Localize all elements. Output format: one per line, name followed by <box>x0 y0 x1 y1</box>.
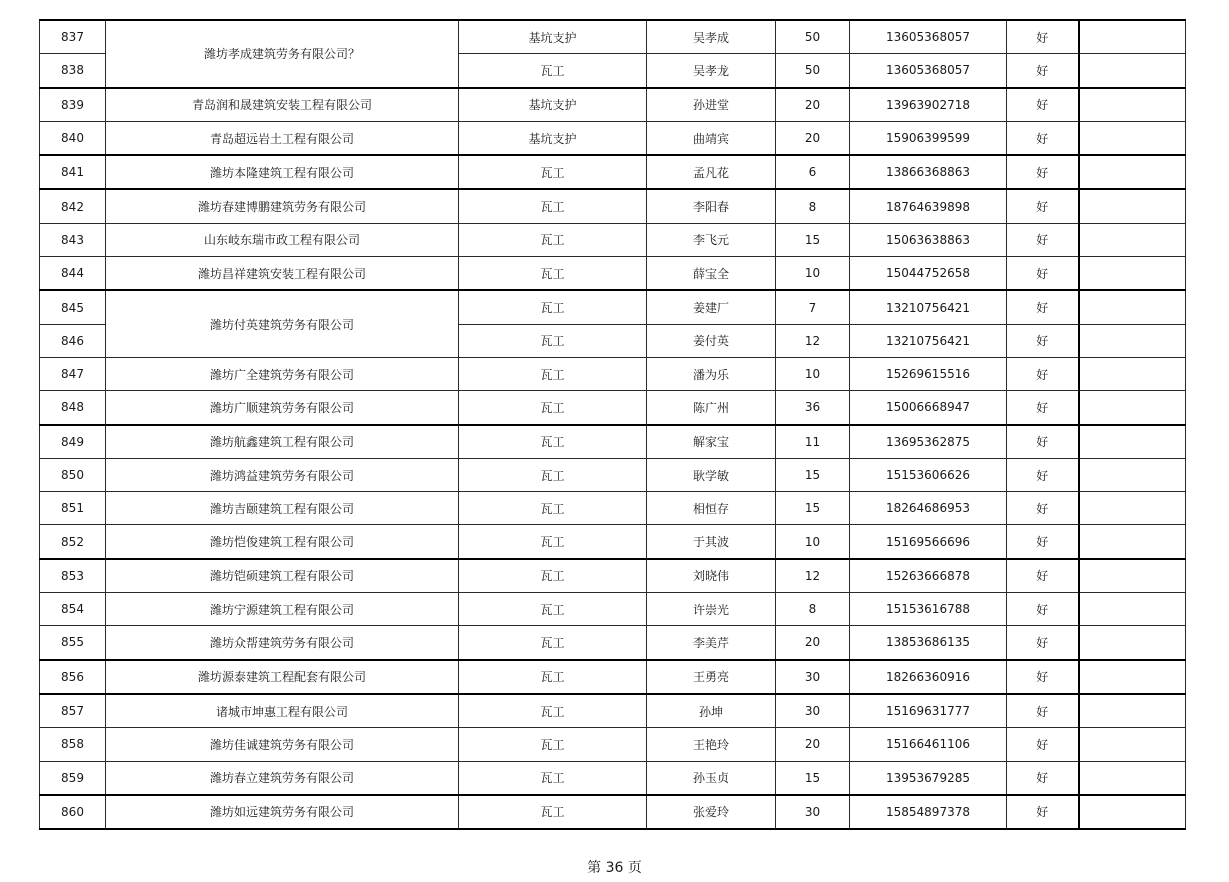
table-row <box>40 20 1186 54</box>
note-cell <box>1079 425 1186 459</box>
phone-number: 15169631777 <box>850 694 1007 728</box>
rating-cell: 好 <box>1007 223 1079 256</box>
company-name: 潍坊孝成建筑劳务有限公司？ <box>106 20 459 88</box>
rating-cell: 好 <box>1007 189 1079 223</box>
rating-cell: 好 <box>1007 559 1079 593</box>
table-row <box>40 761 1186 795</box>
note-cell <box>1079 391 1186 425</box>
worker-count: 20 <box>776 88 850 122</box>
row-number: 855 <box>40 626 106 660</box>
table-row <box>40 492 1186 525</box>
phone-number: 15153616788 <box>850 593 1007 626</box>
trade-type: 基坑支护 <box>459 20 647 54</box>
trade-type: 瓦工 <box>459 660 647 694</box>
worker-count: 12 <box>776 559 850 593</box>
contact-person: 李阳春 <box>647 189 776 223</box>
trade-type: 瓦工 <box>459 290 647 324</box>
note-cell <box>1079 290 1186 324</box>
trade-type: 瓦工 <box>459 391 647 425</box>
row-number: 841 <box>40 155 106 189</box>
contact-person: 相恒存 <box>647 492 776 525</box>
phone-number: 13210756421 <box>850 290 1007 324</box>
trade-type: 瓦工 <box>459 593 647 626</box>
trade-type: 基坑支护 <box>459 121 647 155</box>
worker-count: 20 <box>776 626 850 660</box>
company-name: 潍坊广顺建筑劳务有限公司 <box>106 391 459 425</box>
phone-number: 13953679285 <box>850 761 1007 795</box>
trade-type: 瓦工 <box>459 795 647 829</box>
row-number: 837 <box>40 20 106 54</box>
note-cell <box>1079 728 1186 761</box>
row-number: 839 <box>40 88 106 122</box>
worker-count: 7 <box>776 290 850 324</box>
contact-person: 解家宝 <box>647 425 776 459</box>
table-row <box>40 626 1186 660</box>
company-name: 青岛润和晟建筑安装工程有限公司 <box>106 88 459 122</box>
note-cell <box>1079 694 1186 728</box>
trade-type: 瓦工 <box>459 694 647 728</box>
worker-count: 30 <box>776 660 850 694</box>
rating-cell: 好 <box>1007 54 1079 88</box>
rating-cell: 好 <box>1007 626 1079 660</box>
company-name: 潍坊如远建筑劳务有限公司 <box>106 795 459 829</box>
worker-count: 11 <box>776 425 850 459</box>
rating-cell: 好 <box>1007 290 1079 324</box>
worker-count: 15 <box>776 223 850 256</box>
row-number: 850 <box>40 458 106 491</box>
note-cell <box>1079 88 1186 122</box>
contact-person: 孟凡花 <box>647 155 776 189</box>
rating-cell: 好 <box>1007 525 1079 559</box>
contact-person: 曲靖宾 <box>647 121 776 155</box>
table-row <box>40 223 1186 256</box>
trade-type: 瓦工 <box>459 492 647 525</box>
trade-type: 瓦工 <box>459 728 647 761</box>
contact-person: 陈广州 <box>647 391 776 425</box>
note-cell <box>1079 492 1186 525</box>
company-name: 潍坊源泰建筑工程配套有限公司 <box>106 660 459 694</box>
worker-count: 15 <box>776 492 850 525</box>
phone-number: 18266360916 <box>850 660 1007 694</box>
trade-type: 瓦工 <box>459 357 647 390</box>
contact-person: 潘为乐 <box>647 357 776 390</box>
table-row <box>40 559 1186 593</box>
table-row <box>40 593 1186 626</box>
company-name: 潍坊恺俊建筑工程有限公司 <box>106 525 459 559</box>
note-cell <box>1079 324 1186 357</box>
contact-person: 薛宝全 <box>647 257 776 291</box>
contractor-table <box>39 19 1186 830</box>
rating-cell: 好 <box>1007 425 1079 459</box>
worker-count: 12 <box>776 324 850 357</box>
table-row <box>40 257 1186 291</box>
row-number: 842 <box>40 189 106 223</box>
contact-person: 孙坤 <box>647 694 776 728</box>
note-cell <box>1079 357 1186 390</box>
rating-cell: 好 <box>1007 324 1079 357</box>
note-cell <box>1079 121 1186 155</box>
contact-person: 李美芹 <box>647 626 776 660</box>
phone-number: 15166461106 <box>850 728 1007 761</box>
worker-count: 20 <box>776 728 850 761</box>
rating-cell: 好 <box>1007 795 1079 829</box>
company-name: 潍坊昌祥建筑安装工程有限公司 <box>106 257 459 291</box>
row-number: 849 <box>40 425 106 459</box>
trade-type: 瓦工 <box>459 626 647 660</box>
table-row <box>40 357 1186 390</box>
rating-cell: 好 <box>1007 694 1079 728</box>
contact-person: 吴孝成 <box>647 20 776 54</box>
trade-type: 瓦工 <box>459 189 647 223</box>
company-name: 潍坊铠硕建筑工程有限公司 <box>106 559 459 593</box>
worker-count: 15 <box>776 458 850 491</box>
company-name: 潍坊春建博鹏建筑劳务有限公司 <box>106 189 459 223</box>
note-cell <box>1079 593 1186 626</box>
note-cell <box>1079 458 1186 491</box>
company-name: 潍坊广全建筑劳务有限公司 <box>106 357 459 390</box>
phone-number: 13963902718 <box>850 88 1007 122</box>
rating-cell: 好 <box>1007 88 1079 122</box>
rating-cell: 好 <box>1007 660 1079 694</box>
rating-cell: 好 <box>1007 121 1079 155</box>
contact-person: 姜付英 <box>647 324 776 357</box>
trade-type: 瓦工 <box>459 257 647 291</box>
row-number: 854 <box>40 593 106 626</box>
table-row <box>40 121 1186 155</box>
phone-number: 15854897378 <box>850 795 1007 829</box>
company-name: 青岛超远岩土工程有限公司 <box>106 121 459 155</box>
table-row <box>40 694 1186 728</box>
worker-count: 8 <box>776 593 850 626</box>
rating-cell: 好 <box>1007 20 1079 54</box>
contact-person: 孙玉贞 <box>647 761 776 795</box>
rating-cell: 好 <box>1007 761 1079 795</box>
worker-count: 30 <box>776 795 850 829</box>
trade-type: 瓦工 <box>459 458 647 491</box>
rating-cell: 好 <box>1007 391 1079 425</box>
phone-number: 15153606626 <box>850 458 1007 491</box>
phone-number: 15169566696 <box>850 525 1007 559</box>
contact-person: 姜建厂 <box>647 290 776 324</box>
note-cell <box>1079 660 1186 694</box>
table-row <box>40 660 1186 694</box>
contact-person: 王勇亮 <box>647 660 776 694</box>
rating-cell: 好 <box>1007 257 1079 291</box>
company-name: 潍坊航鑫建筑工程有限公司 <box>106 425 459 459</box>
note-cell <box>1079 525 1186 559</box>
worker-count: 50 <box>776 20 850 54</box>
worker-count: 10 <box>776 257 850 291</box>
company-name: 潍坊鸿益建筑劳务有限公司 <box>106 458 459 491</box>
note-cell <box>1079 189 1186 223</box>
note-cell <box>1079 761 1186 795</box>
row-number: 847 <box>40 357 106 390</box>
trade-type: 瓦工 <box>459 324 647 357</box>
worker-count: 8 <box>776 189 850 223</box>
contact-person: 张爱玲 <box>647 795 776 829</box>
table-row <box>40 795 1186 829</box>
phone-number: 15006668947 <box>850 391 1007 425</box>
note-cell <box>1079 155 1186 189</box>
worker-count: 15 <box>776 761 850 795</box>
contact-person: 李飞元 <box>647 223 776 256</box>
contact-person: 吴孝龙 <box>647 54 776 88</box>
table-body <box>40 20 1186 829</box>
phone-number: 15044752658 <box>850 257 1007 291</box>
phone-number: 13695362875 <box>850 425 1007 459</box>
phone-number: 15263666878 <box>850 559 1007 593</box>
trade-type: 瓦工 <box>459 54 647 88</box>
trade-type: 瓦工 <box>459 559 647 593</box>
phone-number: 13605368057 <box>850 20 1007 54</box>
note-cell <box>1079 626 1186 660</box>
company-name: 诸城市坤惠工程有限公司 <box>106 694 459 728</box>
page-number: 第 36 页 <box>587 860 642 876</box>
phone-number: 15269615516 <box>850 357 1007 390</box>
phone-number: 13210756421 <box>850 324 1007 357</box>
rating-cell: 好 <box>1007 458 1079 491</box>
phone-number: 13605368057 <box>850 54 1007 88</box>
worker-count: 6 <box>776 155 850 189</box>
row-number: 843 <box>40 223 106 256</box>
row-number: 846 <box>40 324 106 357</box>
worker-count: 10 <box>776 525 850 559</box>
table-row <box>40 391 1186 425</box>
table-row <box>40 155 1186 189</box>
contact-person: 王艳玲 <box>647 728 776 761</box>
trade-type: 瓦工 <box>459 425 647 459</box>
table-row <box>40 728 1186 761</box>
table-row <box>40 290 1186 324</box>
row-number: 856 <box>40 660 106 694</box>
company-name: 潍坊付英建筑劳务有限公司 <box>106 290 459 357</box>
company-name: 潍坊本隆建筑工程有限公司 <box>106 155 459 189</box>
rating-cell: 好 <box>1007 728 1079 761</box>
row-number: 845 <box>40 290 106 324</box>
worker-count: 10 <box>776 357 850 390</box>
phone-number: 15063638863 <box>850 223 1007 256</box>
phone-number: 18264686953 <box>850 492 1007 525</box>
note-cell <box>1079 559 1186 593</box>
company-name: 潍坊佳诚建筑劳务有限公司 <box>106 728 459 761</box>
table-row <box>40 425 1186 459</box>
phone-number: 13866368863 <box>850 155 1007 189</box>
contact-person: 孙进堂 <box>647 88 776 122</box>
trade-type: 瓦工 <box>459 223 647 256</box>
rating-cell: 好 <box>1007 593 1079 626</box>
contact-person: 耿学敏 <box>647 458 776 491</box>
rating-cell: 好 <box>1007 155 1079 189</box>
phone-number: 15906399599 <box>850 121 1007 155</box>
company-name: 山东岐东瑞市政工程有限公司 <box>106 223 459 256</box>
row-number: 844 <box>40 257 106 291</box>
company-name: 潍坊宁源建筑工程有限公司 <box>106 593 459 626</box>
row-number: 838 <box>40 54 106 88</box>
rating-cell: 好 <box>1007 357 1079 390</box>
trade-type: 瓦工 <box>459 761 647 795</box>
row-number: 851 <box>40 492 106 525</box>
trade-type: 基坑支护 <box>459 88 647 122</box>
row-number: 858 <box>40 728 106 761</box>
contact-person: 于其波 <box>647 525 776 559</box>
table-row <box>40 88 1186 122</box>
row-number: 853 <box>40 559 106 593</box>
trade-type: 瓦工 <box>459 155 647 189</box>
contact-person: 许崇光 <box>647 593 776 626</box>
row-number: 848 <box>40 391 106 425</box>
row-number: 860 <box>40 795 106 829</box>
note-cell <box>1079 795 1186 829</box>
phone-number: 13853686135 <box>850 626 1007 660</box>
table-row <box>40 458 1186 491</box>
table-row <box>40 525 1186 559</box>
contact-person: 刘晓伟 <box>647 559 776 593</box>
note-cell <box>1079 257 1186 291</box>
phone-number: 18764639898 <box>850 189 1007 223</box>
note-cell <box>1079 54 1186 88</box>
row-number: 852 <box>40 525 106 559</box>
worker-count: 36 <box>776 391 850 425</box>
company-name: 潍坊春立建筑劳务有限公司 <box>106 761 459 795</box>
company-name: 潍坊众帮建筑劳务有限公司 <box>106 626 459 660</box>
trade-type: 瓦工 <box>459 525 647 559</box>
worker-count: 20 <box>776 121 850 155</box>
note-cell <box>1079 20 1186 54</box>
row-number: 859 <box>40 761 106 795</box>
table-row <box>40 189 1186 223</box>
worker-count: 50 <box>776 54 850 88</box>
rating-cell: 好 <box>1007 492 1079 525</box>
row-number: 840 <box>40 121 106 155</box>
row-number: 857 <box>40 694 106 728</box>
company-name: 潍坊吉颐建筑工程有限公司 <box>106 492 459 525</box>
note-cell <box>1079 223 1186 256</box>
worker-count: 30 <box>776 694 850 728</box>
